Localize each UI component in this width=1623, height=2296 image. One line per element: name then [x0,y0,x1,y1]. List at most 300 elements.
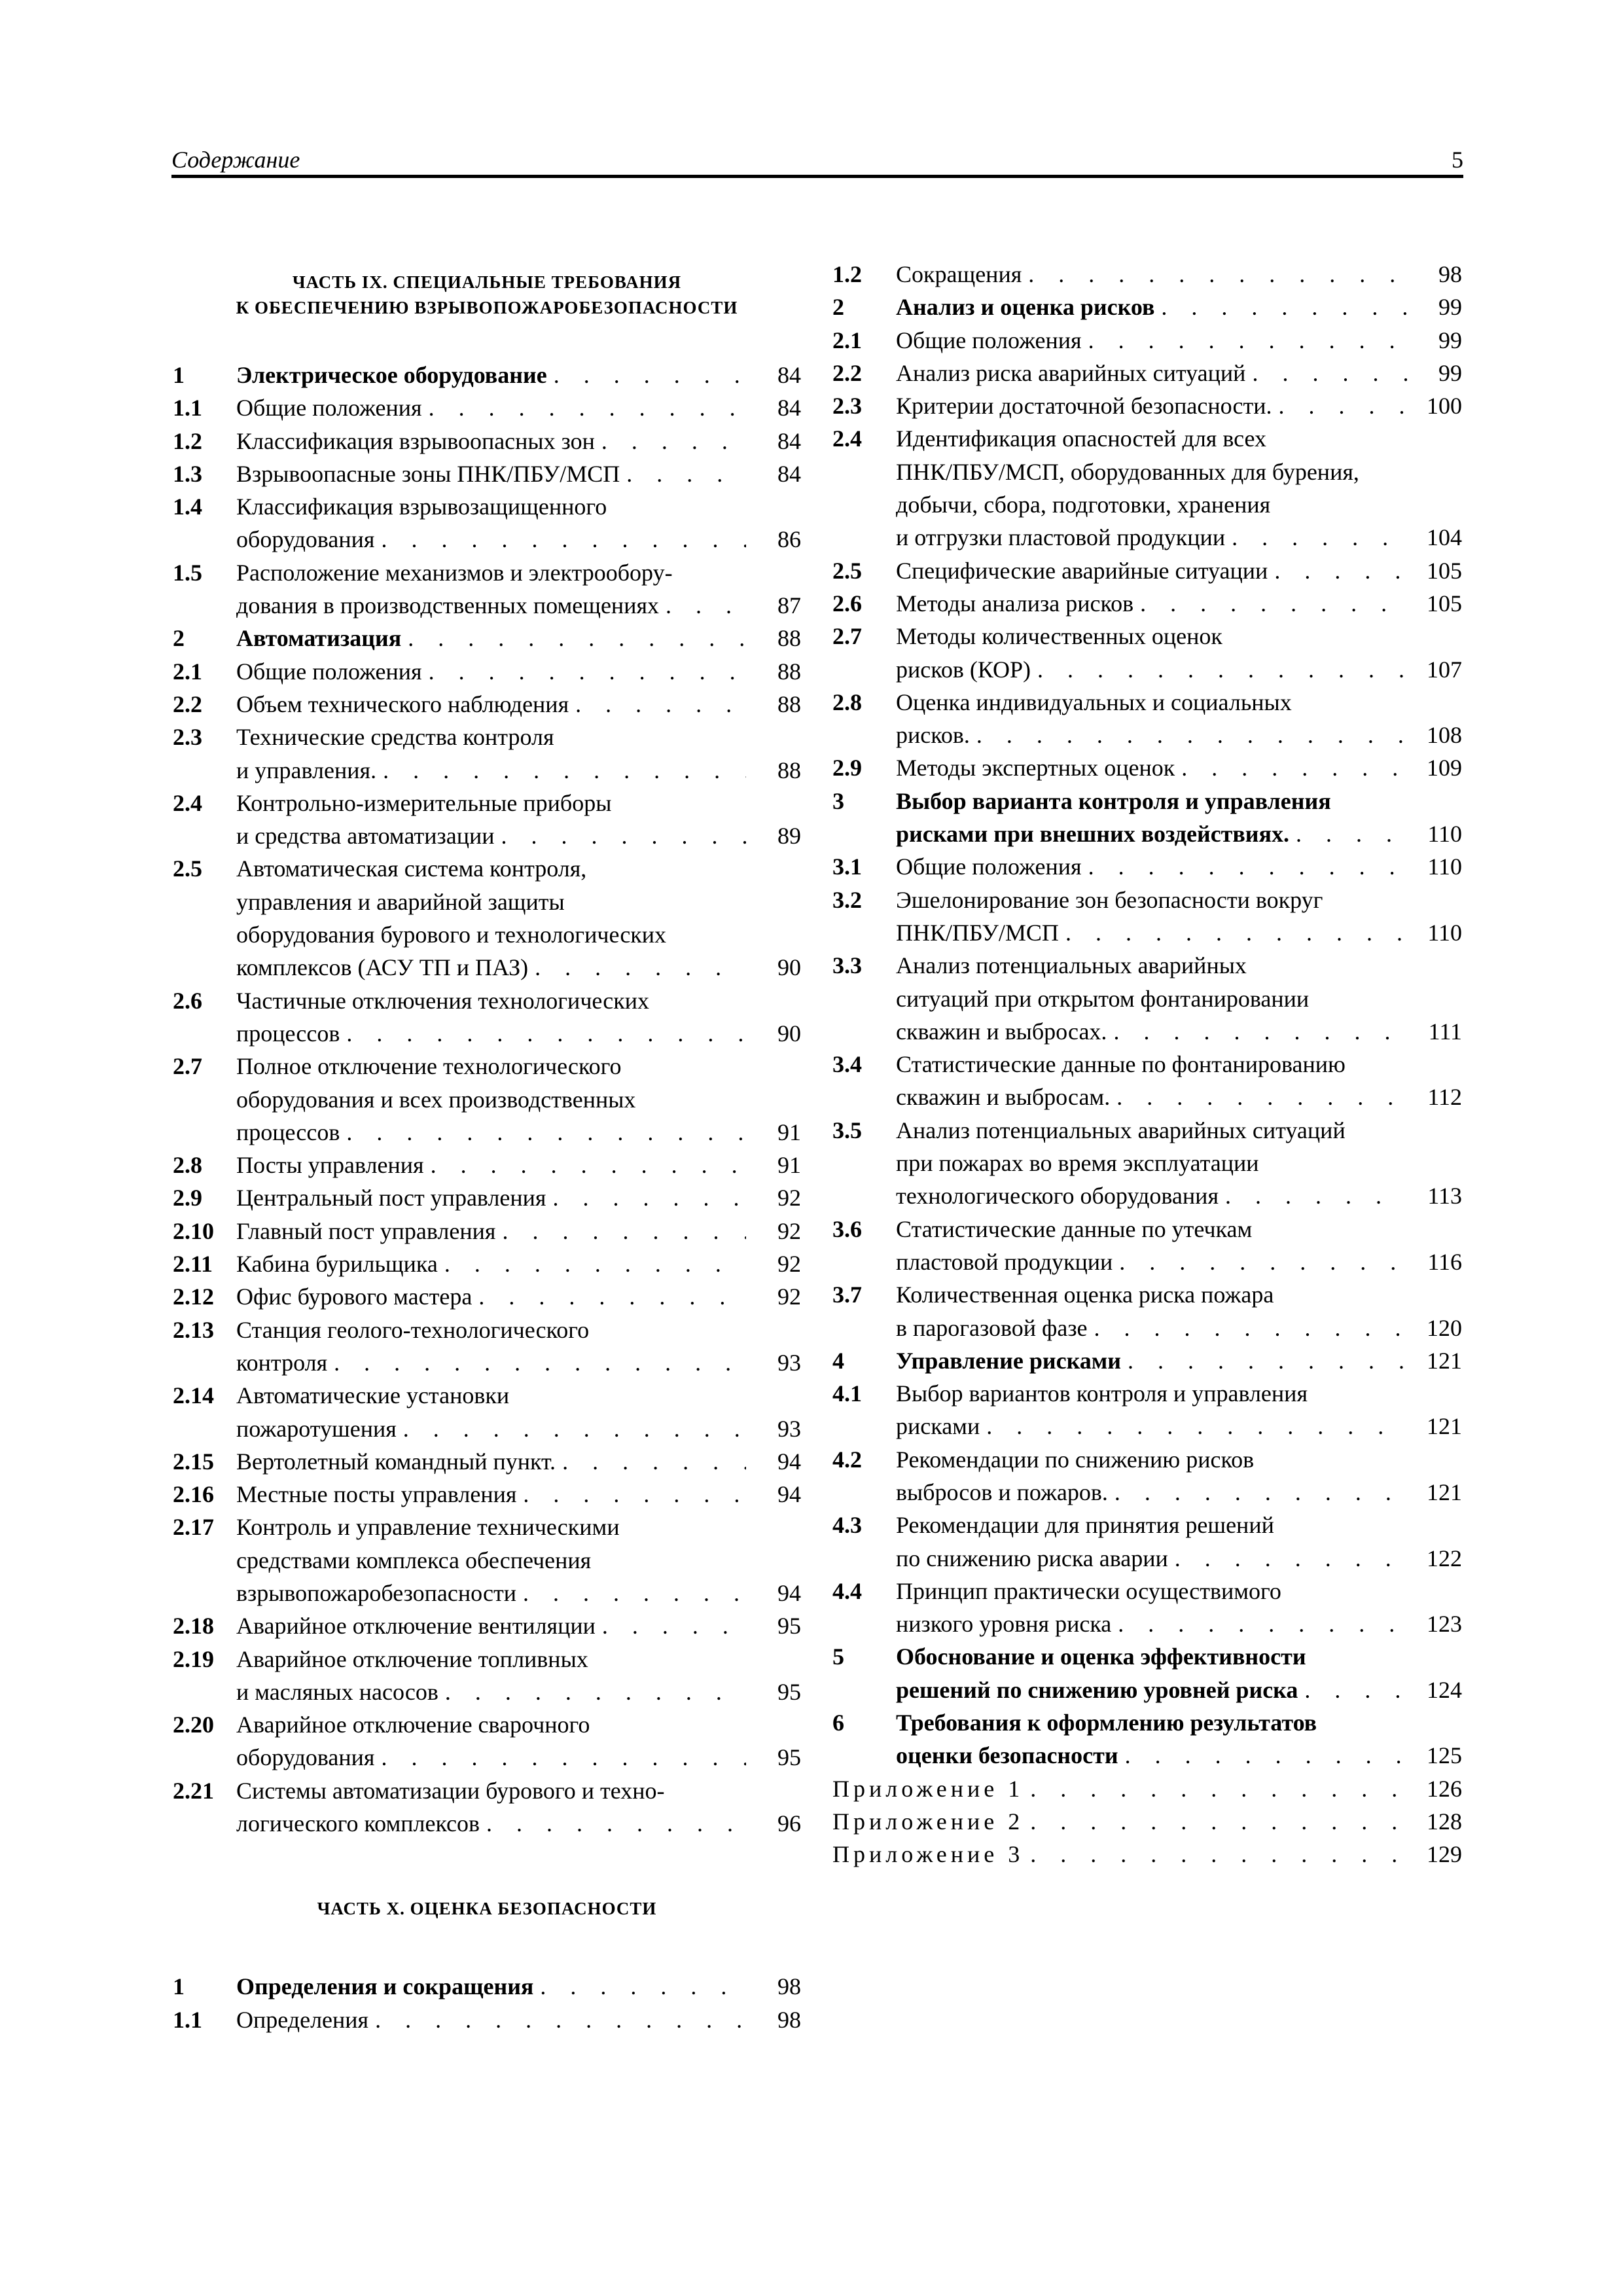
toc-entry[interactable] [832,1706,1462,1772]
toc-entry-title [896,1575,1407,1641]
toc-entry-title [896,785,1407,851]
toc-entry-title [236,1970,746,2003]
toc-entry[interactable] [173,1774,801,1840]
toc-entry-number: 2.4 [832,425,862,452]
dot-leader [970,719,1407,751]
dot-leader [1024,1805,1407,1838]
toc-entry-title [236,1478,746,1511]
toc-entry-page: 112 [1427,1084,1462,1111]
toc-entry-title [896,291,1407,323]
toc-entry-page: 94 [777,1579,801,1606]
toc-entry-number: 4.2 [832,1446,862,1473]
toc-entry-title [896,1278,1407,1344]
dot-leader [569,688,746,721]
toc-entry[interactable] [173,655,801,688]
toc-entry-title-line: взрывопожаробезопасности [236,1579,517,1606]
dot-leader [495,1215,746,1247]
toc-entry-title [236,655,746,688]
toc-entry-title-line: Методы количественных оценок [896,623,1222,650]
toc-entry-page: 88 [777,691,801,717]
toc-entry-page: 88 [777,658,801,685]
toc-entry[interactable] [173,1445,801,1478]
toc-entry-number: 2.21 [173,1777,214,1804]
toc-entry-title-line: управления и аварийной защиты [236,888,565,915]
toc-entry-title-line: и средства автоматизации [236,823,495,850]
toc-entry-title-line: Принцип практически осуществимого [896,1577,1281,1604]
toc-entry-title-line: Определения и сокращения [236,1973,534,2000]
toc-entry[interactable] [832,1344,1462,1377]
toc-entry-title-line: Офис бурового мастера [236,1283,473,1310]
toc-entry-title [236,787,746,853]
toc-entry-title [236,984,746,1050]
toc-entry-title [896,1509,1407,1575]
toc-entry-number: 4.1 [832,1380,862,1407]
toc-entry[interactable] [173,359,801,391]
toc-entry-title [896,587,1407,620]
toc-entry-title-line: Анализ и оценка рисков [896,294,1155,321]
toc-entry-title-line: рисков (КОР) [896,656,1031,683]
dot-leader [1059,916,1407,949]
toc-entry[interactable] [173,1970,801,2003]
toc-appendix-entry[interactable] [832,1838,1462,1871]
toc-entry[interactable] [832,1114,1462,1213]
toc-entry-page: 92 [777,1283,801,1310]
toc-entry[interactable] [832,389,1462,422]
dot-leader [1289,817,1407,850]
toc-entry[interactable] [173,1379,801,1445]
dot-leader [340,1116,746,1149]
toc-entry-title-line: Требования к оформлению результатов [896,1710,1317,1736]
toc-entry-title [236,721,746,787]
toc-entry-title-line: Анализ риска аварийных ситуаций [896,359,1246,386]
toc-entry-number: 2.16 [173,1481,214,1508]
toc-entry-title [236,359,746,391]
toc-entry-number: 2.5 [832,557,862,584]
toc-entry-title [236,1609,746,1642]
toc-entry-number: 2.6 [832,590,862,617]
toc-entry-title-line: Электрическое оборудование [236,362,547,388]
toc-entry[interactable] [173,1181,801,1214]
toc-entry-number: 2.13 [173,1316,214,1343]
toc-entry-title-line: низкого уровня риска [896,1611,1112,1638]
toc-entry-title-line: рисками при внешних воздействиях. [896,821,1290,848]
toc-entry[interactable] [832,1575,1462,1641]
dot-leader [1219,1179,1407,1212]
toc-entry-page: 84 [777,427,801,454]
toc-entry-page: 89 [777,823,801,850]
toc-entry-number: 3 [832,787,844,814]
toc-entry-title-line: Классификация взрывозащищенного [236,493,607,520]
toc-list [832,258,1462,1871]
toc-entry[interactable] [173,1280,801,1313]
toc-entry-number: 1.3 [173,460,202,487]
dot-leader [659,589,746,622]
dot-leader [533,1970,746,2003]
toc-entry[interactable] [173,556,801,622]
toc-entry-title-line: Аварийное отключение вентиляции [236,1613,596,1640]
toc-entry-title-line: Технические средства контроля [236,724,554,751]
dot-leader [376,754,746,787]
toc-entry-title [236,425,746,457]
toc-entry[interactable] [832,620,1462,686]
toc-entry[interactable] [173,490,801,556]
toc-entry[interactable] [832,1278,1462,1344]
toc-entry-title [236,1215,746,1247]
toc-list [173,1970,801,2036]
toc-entry-title-line: оборудования и всех производственных [236,1086,636,1113]
dot-leader [438,1247,746,1280]
toc-entry-title-line: Общие положения [236,395,422,422]
toc-entry-title-line: и масляных насосов [236,1678,438,1705]
toc-entry[interactable] [173,2003,801,2036]
toc-entry-page: 121 [1427,1413,1462,1440]
dot-leader [516,1577,746,1609]
toc-entry-number: 2 [832,294,844,321]
toc-entry-title [236,1643,746,1709]
toc-entry[interactable] [173,787,801,853]
toc-entry[interactable] [832,357,1462,389]
toc-entry-page: 122 [1427,1545,1462,1571]
toc-entry-title [236,622,746,655]
toc-entry-number: 2.3 [173,724,202,751]
toc-entry-number: 1.2 [173,427,202,454]
dot-leader [368,2003,746,2036]
toc-entry-page: 93 [777,1349,801,1376]
toc-entry[interactable] [832,324,1462,357]
toc-entry-title-line: оборудования [236,1744,375,1771]
toc-entry-number: 1.1 [173,2006,202,2033]
toc-entry-title [236,1511,746,1609]
toc-entry-page: 87 [777,592,801,619]
toc-entry-title-line: Методы анализа рисков [896,590,1134,617]
toc-entry-title-line: Определения [236,2006,369,2033]
toc-entry[interactable] [173,852,801,984]
toc-entry-page: 123 [1427,1611,1462,1638]
dot-leader [1022,258,1407,291]
dot-leader [397,1412,746,1445]
toc-entry-page: 84 [777,395,801,422]
toc-entry-number: 2.2 [832,359,862,386]
toc-entry[interactable] [173,1708,801,1774]
toc-entry-number: 2.19 [173,1645,214,1672]
toc-entry-page: 128 [1427,1808,1462,1835]
part-10-heading [173,1896,801,1922]
dot-leader [1111,1607,1407,1640]
toc-entry-page: 90 [777,954,801,981]
toc-entry-number: 2.8 [173,1152,202,1179]
dot-leader [620,457,746,490]
dot-leader [1268,554,1407,587]
toc-entry[interactable] [832,554,1462,587]
toc-entry-title-line: Объем технического наблюдения [236,691,569,717]
toc-appendix-entry[interactable] [832,1805,1462,1838]
toc-entry-title [896,1114,1407,1213]
toc-entry[interactable] [173,1314,801,1380]
toc-entry-number: 2.18 [173,1613,214,1640]
toc-entry-title [896,1048,1407,1114]
toc-entry[interactable] [173,391,801,424]
toc-entry-title-line: Идентификация опасностей для всех [896,425,1267,452]
toc-entry-page: 91 [777,1152,801,1179]
toc-entry-page: 121 [1427,1479,1462,1505]
toc-entry-title [896,751,1407,784]
dot-leader [1245,357,1407,389]
toc-entry-title-line: Кабина бурильщика [236,1251,438,1278]
toc-entry-number: 2 [173,625,185,652]
toc-entry-title [236,1379,746,1445]
running-header [171,145,1463,178]
toc-entry-title-line: Обоснование и оценка эффективности [896,1643,1306,1670]
toc-entry[interactable] [173,1609,801,1642]
toc-entry-number: 2.14 [173,1382,214,1409]
toc-entry[interactable] [832,686,1462,752]
dot-leader [1168,1542,1407,1575]
toc-entry-number: 1.4 [173,493,202,520]
toc-entry-title [236,1050,746,1149]
toc-entry-title-line: Выбор вариантов контроля и управления [896,1380,1308,1407]
toc-entry-title-line: выбросов и пожаров. [896,1479,1108,1505]
toc-entry-title-line: Станция геолого-технологического [236,1316,590,1343]
toc-entry-title-line: Посты управления [236,1152,424,1179]
toc-entry-title-line: Центральный пост управления [236,1185,546,1211]
toc-entry-title-line: и отгрузки пластовой продукции [896,524,1226,551]
toc-entry[interactable] [173,688,801,721]
toc-entry-number: 2.5 [173,855,202,882]
toc-entry-page: 124 [1427,1676,1462,1703]
toc-entry[interactable] [832,422,1462,554]
toc-entry-title-line: ПНК/ПБУ/МСП [896,919,1059,946]
toc-entry-number: 2.1 [173,658,202,685]
toc-entry-page: 95 [777,1613,801,1640]
toc-entry-page: 96 [777,1810,801,1837]
toc-entry-number: 2.9 [832,755,862,781]
toc-entry-title-line: Контрольно-измерительные приборы [236,789,612,816]
toc-entry-page: 107 [1427,656,1462,683]
toc-entry-page: 88 [777,757,801,783]
toc-entry-number: 2.11 [173,1251,213,1278]
toc-entry-title-line: Автоматизация [236,625,402,652]
toc-entry[interactable] [173,457,801,490]
toc-entry-title-line: средствами комплекса обеспечения [236,1547,592,1573]
toc-entry[interactable] [832,1377,1462,1443]
toc-entry-title [896,1706,1407,1772]
toc-entry-title-line: добычи, сбора, подготовки, хранения [896,492,1271,518]
dot-leader [480,1807,746,1840]
toc-entry-number: 6 [832,1710,844,1736]
dot-leader [374,1741,746,1774]
toc-entry-title [896,1443,1407,1509]
toc-entry[interactable] [173,425,801,457]
toc-entry-number: 5 [832,1643,844,1670]
toc-entry-page: 126 [1427,1775,1462,1802]
dot-leader [1272,389,1407,422]
toc-entry[interactable] [832,949,1462,1048]
toc-entry[interactable] [832,258,1462,291]
toc-entry-number: 2.3 [832,393,862,420]
dot-leader [374,523,746,556]
toc-entry-title-line: Приложение 2 [832,1808,1024,1835]
toc-entry-page: 99 [1438,359,1462,386]
toc-entry-title-line: скважин и выбросам. [896,1084,1111,1111]
toc-entry-title-line: Оценка индивидуальных и социальных [896,689,1292,715]
toc-entry-title [896,389,1407,422]
toc-entry-page: 84 [777,460,801,487]
toc-entry-title [896,1213,1407,1279]
toc-entry-number: 1.1 [173,395,202,422]
toc-entry-page: 84 [777,362,801,388]
toc-entry[interactable] [832,1443,1462,1509]
toc-entry-number: 2.1 [832,327,862,353]
dot-leader [1107,1015,1407,1048]
toc-entry[interactable] [832,587,1462,620]
toc-entry-page: 93 [777,1415,801,1442]
toc-entry-title [896,357,1407,389]
toc-entry-title-line: ситуаций при открытом фонтанировании [896,985,1310,1012]
dot-leader [546,1181,746,1214]
toc-entry-number: 2.15 [173,1448,214,1475]
toc-entry-page: 92 [777,1251,801,1278]
toc-entry-title [832,1772,1407,1805]
dot-leader [1088,1312,1407,1344]
toc-entry-page: 116 [1427,1248,1462,1275]
toc-entry[interactable] [832,751,1462,784]
toc-entry-title-line: Расположение механизмов и электрообору- [236,559,673,586]
toc-entry[interactable] [173,1643,801,1709]
dot-leader [1108,1476,1407,1509]
toc-entry-page: 111 [1428,1018,1462,1045]
toc-entry[interactable] [173,1215,801,1247]
toc-entry-title [236,1149,746,1181]
dot-leader [516,1478,746,1511]
right-column [832,258,1462,1871]
part-heading-line: К ОБЕСПЕЧЕНИЮ ВЗРЫВОПОЖАРОБЕЗОПАСНОСТИ [236,298,738,317]
toc-entry-number: 2.9 [173,1185,202,1211]
toc-entry-title [896,1344,1407,1377]
toc-entry-title-line: Анализ потенциальных аварийных ситуаций [896,1117,1346,1143]
toc-entry-page: 94 [777,1481,801,1508]
dot-leader [1082,324,1407,357]
toc-entry-title-line: Общие положения [896,853,1082,880]
toc-entry[interactable] [832,1509,1462,1575]
toc-entry-title [896,1377,1407,1443]
toc-entry-page: 125 [1427,1742,1462,1769]
toc-entry-page: 92 [777,1217,801,1244]
dot-leader [595,425,746,457]
dot-leader [401,622,746,655]
toc-entry[interactable] [832,850,1462,883]
toc-entry-number: 3.2 [832,886,862,913]
toc-entry-title-line: Контроль и управление техническими [236,1514,620,1541]
toc-entry[interactable] [173,1511,801,1609]
toc-entry-title [896,686,1407,752]
toc-entry-title-line: Системы автоматизации бурового и техно- [236,1777,665,1804]
toc-entry-title [896,554,1407,587]
dot-leader [495,819,746,852]
toc-entry-page: 105 [1427,557,1462,584]
toc-entry-page: 98 [777,1973,801,2000]
toc-entry-title-line: Классификация взрывоопасных зон [236,427,595,454]
dot-leader [1175,751,1407,784]
toc-entry-title-line: процессов [236,1119,340,1145]
toc-entry-number: 3.4 [832,1051,862,1078]
toc-entry-number: 3.3 [832,952,862,979]
running-header-title: Содержание [171,147,300,173]
part-heading-line: ЧАСТЬ X. ОЦЕНКА БЕЗОПАСНОСТИ [317,1899,657,1919]
toc-entry-title-line: Статистические данные по утечкам [896,1215,1253,1242]
toc-entry-title-line: оборудования бурового и технологических [236,922,667,948]
toc-entry[interactable] [173,984,801,1050]
toc-entry-number: 3.5 [832,1117,862,1143]
toc-entry-page: 94 [777,1448,801,1475]
toc-entry-title-line: Общие положения [236,658,422,685]
toc-entry-title-line: Частичные отключения технологических [236,987,650,1014]
toc-entry-title-line: Полное отключение технологического [236,1053,622,1080]
toc-entry-title [236,852,746,984]
toc-entry[interactable] [832,785,1462,851]
toc-entry-number: 2.7 [832,623,862,650]
toc-entry-page: 121 [1427,1347,1462,1374]
toc-appendix-entry[interactable] [832,1772,1462,1805]
toc-entry-page: 99 [1438,294,1462,321]
toc-entry-page: 110 [1427,919,1462,946]
toc-entry[interactable] [832,1640,1462,1706]
toc-entry-title-line: Специфические аварийные ситуации [896,557,1268,584]
toc-entry-number: 4.3 [832,1512,862,1539]
page-number: 5 [1452,147,1463,173]
toc-entry-title [236,1247,746,1280]
toc-entry-number: 2.2 [173,691,202,717]
toc-entry-page: 105 [1427,590,1462,617]
toc-entry[interactable] [832,1048,1462,1114]
toc-entry-title-line: Общие положения [896,327,1082,353]
toc-entry-title-line: Вертолетный командный пункт. [236,1448,556,1475]
toc-entry-title [236,556,746,622]
dot-leader [1024,1772,1407,1805]
toc-entry-title-line: Управление рисками [896,1347,1122,1374]
toc-entry-title [236,1314,746,1380]
toc-entry-page: 91 [777,1119,801,1145]
toc-entry[interactable] [173,1247,801,1280]
toc-entry-title [236,391,746,424]
toc-entry-title-line: дования в производственных помещениях [236,592,660,619]
toc-entry-title-line: Критерии достаточной безопасности. [896,393,1272,420]
toc-entry-title-line: комплексов (АСУ ТП и ПАЗ) [236,954,529,981]
toc-entry[interactable] [173,1149,801,1181]
toc-entry-page: 129 [1427,1841,1462,1868]
toc-entry[interactable] [173,1478,801,1511]
toc-entry-page: 98 [1438,261,1462,287]
toc-entry-title [896,884,1407,950]
toc-entry-number: 2.12 [173,1283,214,1310]
toc-entry-title-line: Рекомендации по снижению рисков [896,1446,1255,1473]
dot-leader [1024,1838,1407,1871]
toc-entry[interactable] [173,1050,801,1149]
toc-entry[interactable] [832,884,1462,950]
toc-entry-title [896,949,1407,1048]
toc-entry[interactable] [832,1213,1462,1279]
toc-entry[interactable] [832,291,1462,323]
toc-entry-title-line: логического комплексов [236,1810,480,1837]
toc-entry[interactable] [173,721,801,787]
toc-entry-page: 86 [777,526,801,553]
toc-entry-number: 2.10 [173,1217,214,1244]
toc-entry[interactable] [173,622,801,655]
dot-leader [327,1346,746,1379]
toc-entry-title-line: Выбор варианта контроля и управления [896,787,1331,814]
toc-entry-title-line: Взрывоопасные зоны ПНК/ПБУ/МСП [236,460,620,487]
toc-entry-page: 99 [1438,327,1462,353]
toc-entry-page: 92 [777,1185,801,1211]
